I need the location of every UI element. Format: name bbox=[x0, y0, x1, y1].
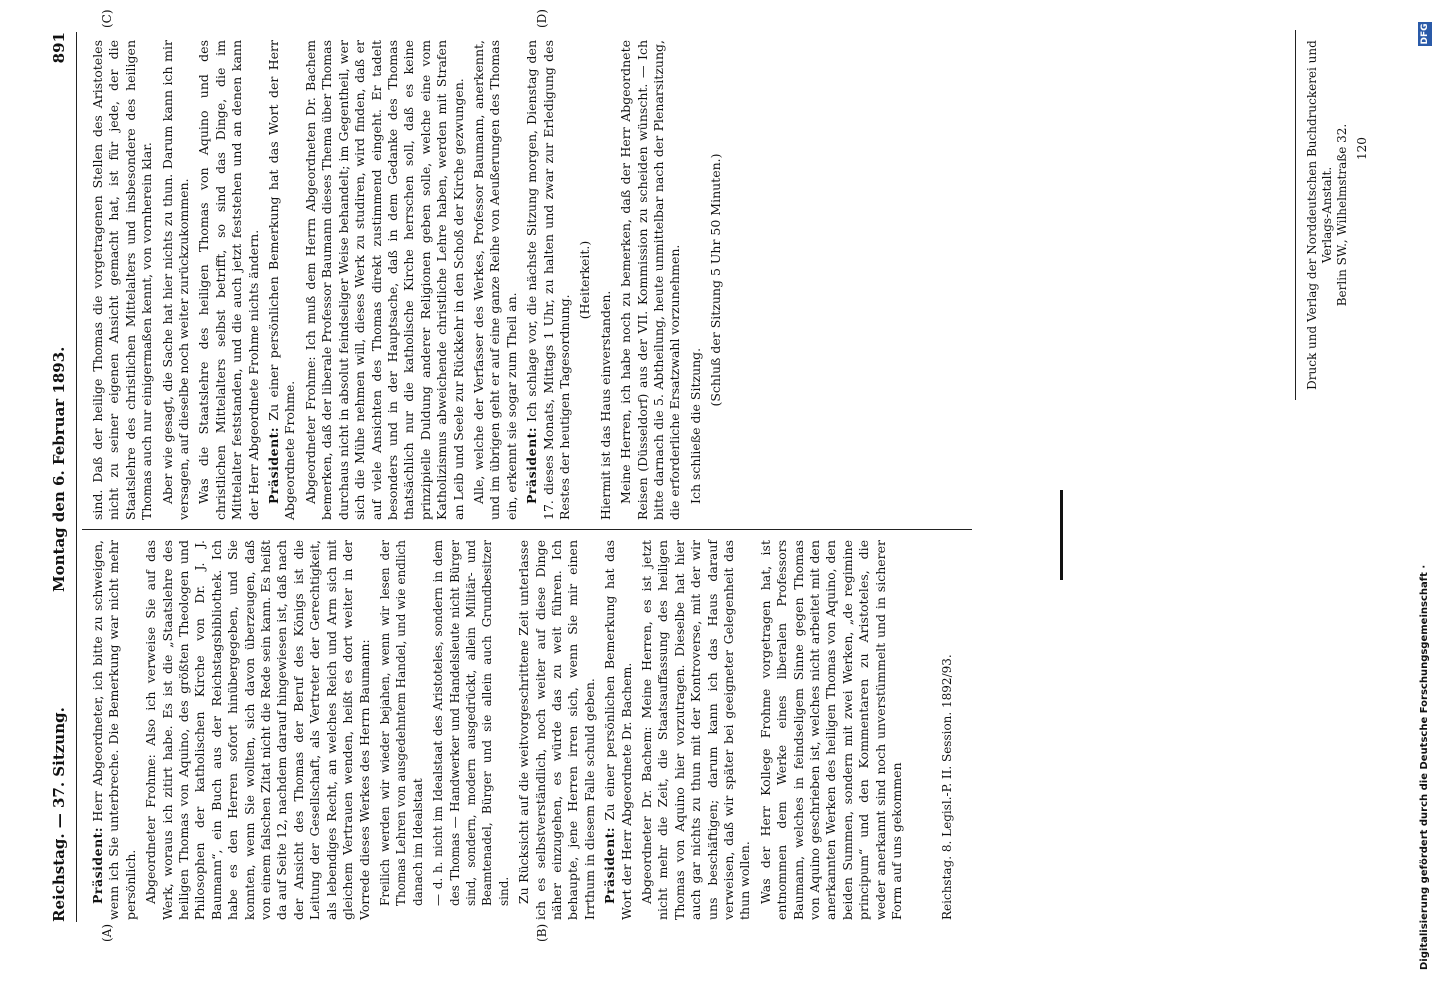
margin-mark-a: (A) bbox=[100, 923, 114, 942]
paragraph bbox=[516, 540, 598, 920]
paragraph-text: Zu einer persönlichen Bemerkung hat das Wort der Herr Abgeordnete Dr. Bachem. bbox=[602, 540, 634, 920]
paragraph-text: Was der Herr Kollege Frohme vorgetragen hat, ist entnommen dem Werke eines liberalen Professors Baumann, welches in feindseligem Sinne gegen Thomas von Aquino geschrieben ist, welches nicht arbeitet mit den anerkannten Werken des heiligen Thomas von Aquino, den beiden Summen, sondern mit zwei Werken, „de regimine principum“ und den Kommentaren zu Aristoteles, die weder anerkannt sind noch unverstümmelt und in sicherer Form auf uns gekommen bbox=[757, 540, 905, 920]
paragraph-text: Meine Herren, ich habe noch zu bemerken, daß der Herr Abgeordnete Reisen (Düsseldorf) aus der VII. Kommission zu scheiden wünscht. — Ich bitte darnach die 5. Abtheilung, heute unmittelbar nach der Plenarsitzung, die erforderliche Ersatzwahl vorzunehmen. bbox=[618, 40, 683, 520]
paragraph bbox=[266, 40, 299, 520]
paragraph bbox=[196, 40, 262, 520]
paragraph bbox=[708, 40, 724, 520]
speaker-label: Präsident: bbox=[266, 426, 282, 504]
header-left: Reichstag. — 37. Sitzung. bbox=[50, 707, 68, 922]
paragraph bbox=[430, 540, 512, 906]
printer-line-2: Berlin SW., Wilhelmstraße 32. bbox=[1335, 123, 1349, 307]
paragraph bbox=[577, 40, 593, 520]
paragraph bbox=[143, 540, 373, 920]
paragraph bbox=[377, 540, 426, 906]
paragraph-text: Abgeordneter Frohme: Also ich verweise Sie auf das Werk, woraus ich zitirt habe. Es ist die „Staatslehre des heiligen Thomas von Aquino, des größten Theologen und Philosophen der katholischen Kirche von Dr. J. J. Baumann“, ein Buch aus der Reichstagsbibliothek. Ich habe es den Herren sofort hinübergegeben, und Sie konnten, wenn Sie wollten, sich davon überzeugen, daß von einem falschen Zitat nicht die Rede sein kann. Es heißt da auf Seite 12, nachdem darauf hingewiesen ist, daß nach der Ansicht des Thomas der Beruf des Königs ist die Leitung der Gesellschaft, als Vertreter der Gerechtigkeit, als lebendiges Recht, an welches Reich und Arm sich mit gleichem Vertrauen wenden, heißt es dort weiter in der Vorrede dieses Werkes des Herrn Baumann: bbox=[143, 540, 372, 920]
margin-mark-d: (D) bbox=[535, 9, 549, 28]
running-header bbox=[50, 32, 72, 922]
paragraph bbox=[758, 540, 906, 920]
paragraph-text: Abgeordneter Frohme: Ich muß dem Herrn Abgeordneten Dr. Bachem bemerken, daß der liberale Professor Baumann dieses Thema über Thomas durchaus nicht in absolut feindseliger Weise behandelt; im Gegentheil, wer sich die Mühe nehmen will, dieses Werk zu studiren, wird finden, daß er auf viele Ansichten des Thomas direkt zustimmend eingeht. Er tadelt besonders und in der Hauptsache, daß in dem Gedanke des Thomas thatsächlich nur die katholische Kirche herrschen soll, daß es keine prinzipielle Duldung anderer Religionen geben solle, welche eine vom Katholizismus abweichende christliche Lehre haben, werden mit Strafen an Leib und Seele zur Rückkehr in den Schoß der Kirche gezwungen. bbox=[302, 40, 466, 520]
paragraph bbox=[639, 540, 754, 920]
scan-artifact-bar bbox=[1060, 490, 1063, 580]
paragraph-text: Alle, welche der Verfasser des Werkes, Professor Baumann, anerkennt, und im übrigen geht er auf eine ganze Reihe von Aeußerungen des Thomas ein, erkennt sie sogar zum Theil an. bbox=[470, 40, 519, 520]
signature-mark: 120 bbox=[1355, 137, 1369, 160]
paragraph-text: Herr Abgeordneter, ich bitte zu schweigen, wenn ich Sie unterbreche. Die Bemerkung war nicht mehr persönlich. bbox=[90, 540, 138, 920]
paragraph-text: sind. Daß der heilige Thomas die vorgetragenen Stellen des Aristoteles nicht zu seiner eigenen Ansicht gemacht hat, ist für jede, der die Staatslehre des christlichen Mittelalters und insbesondere des heiligen Thomas auch nur einigermaßen kennt, von vornherein klar. bbox=[90, 40, 155, 520]
printer-imprint bbox=[1305, 30, 1350, 400]
paragraph-text: Ich schließe die Sitzung. bbox=[687, 347, 703, 504]
speaker-label: Präsident: bbox=[90, 826, 105, 904]
right-text-column bbox=[90, 40, 729, 520]
printer-rule bbox=[1295, 30, 1296, 400]
paragraph bbox=[602, 540, 635, 920]
paragraph bbox=[303, 40, 467, 520]
paragraph-text: Hiermit ist das Haus einverstanden. bbox=[597, 290, 613, 520]
paragraph bbox=[688, 40, 704, 520]
paragraph bbox=[618, 40, 684, 520]
paragraph-text: Aber wie gesagt, die Sache hat hier nichts zu thun. Darum kann ich mir versagen, auf dieselbe noch weiter zurückzukommen. bbox=[159, 40, 192, 520]
paragraph-text: Zu einer persönlichen Bemerkung hat das Wort der Herr Abgeordnete Frohme. bbox=[266, 40, 298, 520]
paragraph-text: Ich schlage vor, die nächste Sitzung morgen, Dienstag den 17. dieses Monats, Mittags 1 Uhr, zu halten und zwar zur Erledigung des Restes der heutigen Tagesordnung. bbox=[524, 40, 572, 520]
paragraph bbox=[160, 40, 193, 520]
dfg-logo: DFG bbox=[1420, 23, 1430, 45]
paragraph-text: (Schluß der Sitzung 5 Uhr 50 Minuten.) bbox=[708, 153, 724, 407]
paragraph-text: Was die Staatslehre des heiligen Thomas von Aquino und des christlichen Mittelalters selbst betrifft, so sind das Dinge, die im Mittelalter feststanden, und die auch jetzt feststehen und an denen kann der Herr Abgeordnete Frohme nichts ändern. bbox=[196, 40, 261, 520]
paragraph bbox=[471, 40, 520, 520]
header-date: Montag den 6. Februar 1893. bbox=[50, 346, 68, 592]
header-rule bbox=[76, 32, 77, 922]
paragraph bbox=[598, 40, 614, 520]
digitization-text: Digitalisierung gefördert durch die Deutsche Forschungsgemeinschaft · bbox=[1419, 564, 1430, 970]
paragraph-text: (Heiterkeit.) bbox=[577, 240, 593, 320]
paragraph bbox=[524, 40, 573, 520]
digitization-banner bbox=[1418, 0, 1432, 1000]
speaker-label: Präsident: bbox=[524, 426, 540, 504]
paragraph-text: Freilich werden wir wieder bejahen, wenn wir lesen der Thomas Lehren von ausgedehntem Handel, und wie endlich danach im Idealstaat bbox=[377, 540, 425, 906]
speaker-label: Präsident: bbox=[602, 826, 618, 904]
paragraph-text: — d. h. nicht im Idealstaat des Aristoteles, sondern in dem des Thomas — Handwerker und Handelsleute nicht Bürger sind, sondern, modern ausgedrückt, allein Militär- und Beamtenadel, Bürger und sie allein auch Grundbesitzer sind. bbox=[431, 540, 511, 906]
page-number: 891 bbox=[50, 32, 68, 64]
printer-line-1: Druck und Verlag der Norddeutschen Buchdruckerei und Verlags-Anstalt. bbox=[1305, 40, 1334, 390]
column-rule bbox=[82, 529, 972, 530]
page-footer bbox=[940, 40, 958, 920]
paragraph-text: Zu Rücksicht auf die weitvorgeschrittene Zeit unterlasse ich es selbstverständlich, noch weiter auf diese Dinge näher einzugehen, es würde das zu weit führen. Ich behaupte, jene Herren irren sich, wenn Sie mir einen Irrthum in diesem Falle schuld geben. bbox=[516, 540, 597, 920]
paragraph bbox=[90, 40, 156, 520]
paragraph-text: Abgeordneter Dr. Bachem: Meine Herren, es ist jetzt nicht mehr die Zeit, die Staatsauffassung des heiligen Thomas von Aquino hier vorzutragen. Dieselbe hat hier auch gar nichts zu thun mit der Kontroverse, mit der wir uns beschäftigen; darum kann ich das Haus darauf verweisen, daß wir später bei geeigneter Gelegenheit das thun wollen. bbox=[639, 540, 753, 920]
margin-mark-c: (C) bbox=[100, 9, 114, 28]
paragraph bbox=[90, 540, 139, 920]
left-text-column bbox=[90, 540, 910, 920]
margin-mark-b: (B) bbox=[535, 923, 549, 942]
footer-session-info: Reichstag. 8. Legisl.-P. II. Session. 1892/93. bbox=[940, 654, 954, 920]
